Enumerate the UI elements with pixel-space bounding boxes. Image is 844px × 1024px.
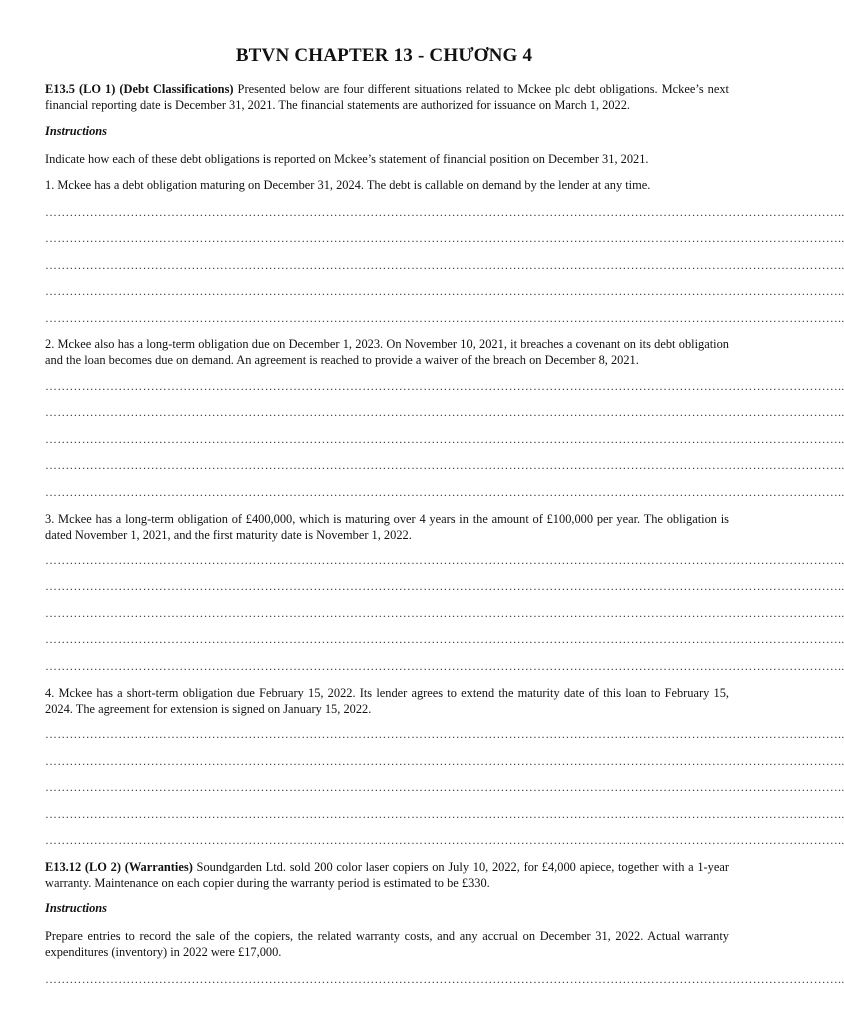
- e13-12-intro-text: Soundgarden Ltd. sold 200 color laser copiers on July 10, 2022, for £4,000 apiece, together with a 1-year warranty. Maintenance on each copier during the warranty period is estimated to be £330.: [45, 860, 729, 890]
- answer-line: ……………………………………………………………………………………………………………………………………………………………………………..: [45, 205, 844, 219]
- answer-line: ……………………………………………………………………………………………………………………………………………………………………………..: [45, 579, 844, 593]
- answer-line: ……………………………………………………………………………………………………………………………………………………………………………..: [45, 553, 844, 567]
- e13-5-intro: [45, 81, 729, 113]
- answer-line: ……………………………………………………………………………………………………………………………………………………………………………..: [45, 807, 844, 821]
- answer-line: ……………………………………………………………………………………………………………………………………………………………………………..: [45, 972, 844, 986]
- answer-line: ……………………………………………………………………………………………………………………………………………………………………………..: [45, 754, 844, 768]
- answer-line: ……………………………………………………………………………………………………………………………………………………………………………..: [45, 485, 844, 499]
- item-1-text: 1. Mckee has a debt obligation maturing on December 31, 2024. The debt is callable on demand by the lender at any time.: [45, 178, 651, 192]
- item-4-text: 4. Mckee has a short-term obligation due February 15, 2022. Its lender agrees to extend the maturity date of this loan to February 15, 2024. The agreement for extension is signed on January 15, 2022.: [45, 686, 729, 716]
- e13-5-heading: E13.5 (LO 1) (Debt Classifications): [45, 82, 234, 96]
- answer-line: ……………………………………………………………………………………………………………………………………………………………………………..: [45, 632, 844, 646]
- answer-line: ……………………………………………………………………………………………………………………………………………………………………………..: [45, 405, 844, 419]
- answer-line: ……………………………………………………………………………………………………………………………………………………………………………..: [45, 432, 844, 446]
- e13-5-intro-text: Presented below are four different situations related to Mckee plc debt obligations. Mckee’s next financial reporting date is December 31, 2021. The financial statements are authorized for issuance on March 1, 2022.: [45, 82, 730, 112]
- item-2-text: 2. Mckee also has a long-term obligation due on December 1, 2023. On November 10, 2021, it breaches a covenant on its debt obligation and the loan becomes due on demand. An agreement is reached to provide a waiver of the breach on December 8, 2021.: [45, 337, 729, 367]
- answer-line: ……………………………………………………………………………………………………………………………………………………………………………..: [45, 606, 844, 620]
- answer-line: ……………………………………………………………………………………………………………………………………………………………………………..: [45, 727, 844, 741]
- answer-line: ……………………………………………………………………………………………………………………………………………………………………………..: [45, 284, 844, 298]
- answer-line: ……………………………………………………………………………………………………………………………………………………………………………..: [45, 379, 844, 393]
- e13-12-instructions-text: Prepare entries to record the sale of the copiers, the related warranty costs, and any accrual on December 31, 2022. Actual warranty expenditures (inventory) in 2022 were £17,000.: [45, 929, 729, 959]
- e13-12-intro: [45, 859, 729, 891]
- e13-12-heading: E13.12 (LO 2) (Warranties): [45, 860, 193, 874]
- answer-line: ……………………………………………………………………………………………………………………………………………………………………………..: [45, 659, 844, 673]
- answer-line: ……………………………………………………………………………………………………………………………………………………………………………..: [45, 833, 844, 847]
- answer-line: ……………………………………………………………………………………………………………………………………………………………………………..: [45, 231, 844, 245]
- answer-line: ……………………………………………………………………………………………………………………………………………………………………………..: [45, 311, 844, 325]
- answer-line: ……………………………………………………………………………………………………………………………………………………………………………..: [45, 780, 844, 794]
- item-3-text: 3. Mckee has a long-term obligation of £400,000, which is maturing over 4 years in the amount of £100,000 per year. The obligation is dated November 1, 2021, and the first maturity date is November 1, 2022.: [45, 512, 729, 542]
- e13-5-instructions-label: Instructions: [45, 124, 107, 138]
- answer-line: ……………………………………………………………………………………………………………………………………………………………………………..: [45, 258, 844, 272]
- e13-12-instructions-label: Instructions: [45, 901, 107, 915]
- answer-line: ……………………………………………………………………………………………………………………………………………………………………………..: [45, 458, 844, 472]
- page-title: BTVN CHAPTER 13 - CHƯƠNG 4: [235, 45, 533, 66]
- e13-5-instructions-text: Indicate how each of these debt obligations is reported on Mckee’s statement of financial position on December 31, 2021.: [45, 152, 649, 166]
